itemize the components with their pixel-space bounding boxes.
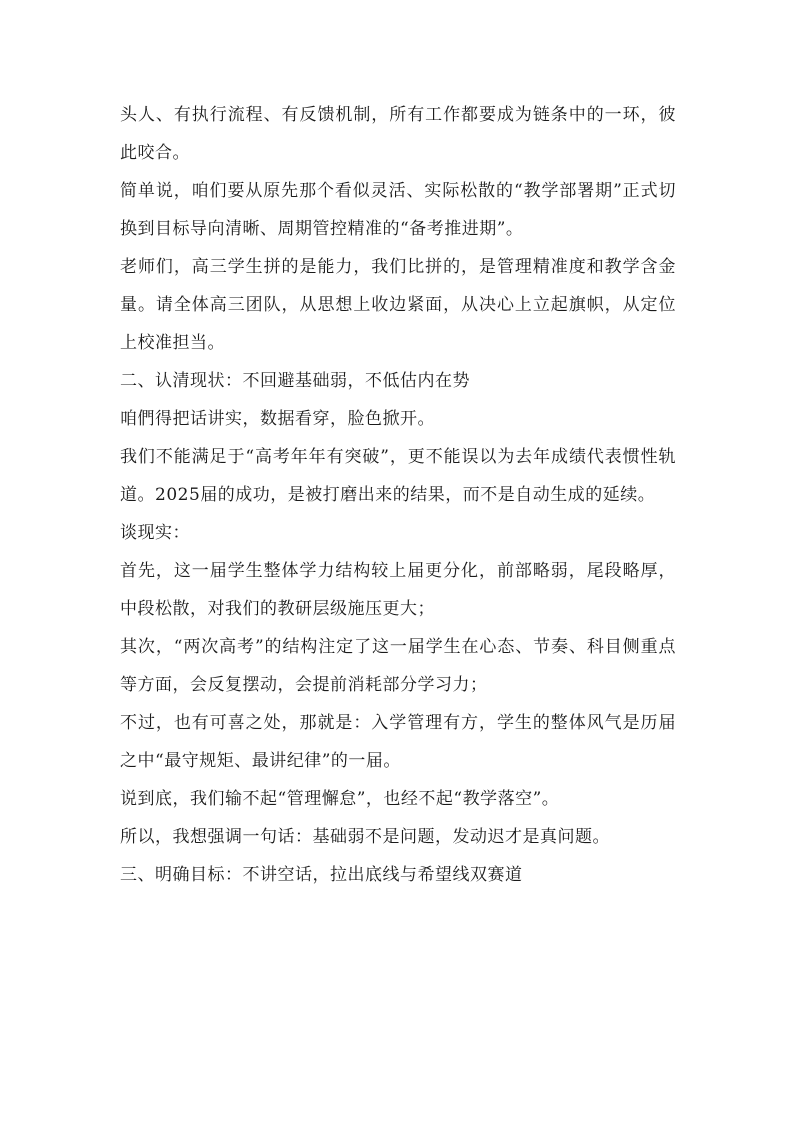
section-heading-3: 三、明确目标：不讲空话，拉出底线与希望线双赛道 (120, 865, 523, 885)
paragraph-6: 谈现实： (120, 523, 190, 543)
paragraph-3: 老师们，高三学生拼的是能力，我们比拼的，是管理精准度和教学含金量。请全体高三团队，从思想上收边紧面，从决心上立起旗帜，从定位上校准担当。 (120, 257, 676, 353)
paragraph-8: 其次，“两次高考”的结构注定了这一届学生在心态、节奏、科目侧重点等方面，会反复摆动，会提前消耗部分学习力； (120, 637, 676, 695)
paragraph-9: 不过，也有可喜之处，那就是：入学管理有方，学生的整体风气是历届之中“最守规矩、最讲纪律”的一届。 (120, 713, 676, 771)
section-heading-2: 二、认清现状：不回避基础弱，不低估内在势 (120, 371, 470, 391)
paragraph-7: 首先，这一届学生整体学力结构较上届更分化，前部略弱，尾段略厚，中段松散，对我们的教研层级施压更大； (120, 561, 676, 619)
paragraph-11: 所以，我想强调一句话：基础弱不是问题，发动迟才是真问题。 (120, 827, 610, 847)
paragraph-1: 头人、有执行流程、有反馈机制，所有工作都要成为链条中的一环，彼此咬合。 (120, 105, 676, 163)
paragraph-5: 我们不能满足于“高考年年有突破”，更不能误以为去年成绩代表惯性轨道。2025届的成功，是被打磨出来的结果，而不是自动生成的延续。 (120, 447, 676, 505)
document-page (120, 96, 676, 894)
paragraph-2: 简单说，咱们要从原先那个看似灵活、实际松散的“教学部署期”正式切换到目标导向清晰、周期管控精准的“备考推进期”。 (120, 181, 676, 239)
paragraph-4: 咱們得把话讲实，数据看穿，脸色掀开。 (120, 409, 435, 429)
paragraph-10: 说到底，我们输不起“管理懈怠”，也经不起“教学落空”。 (120, 789, 560, 809)
